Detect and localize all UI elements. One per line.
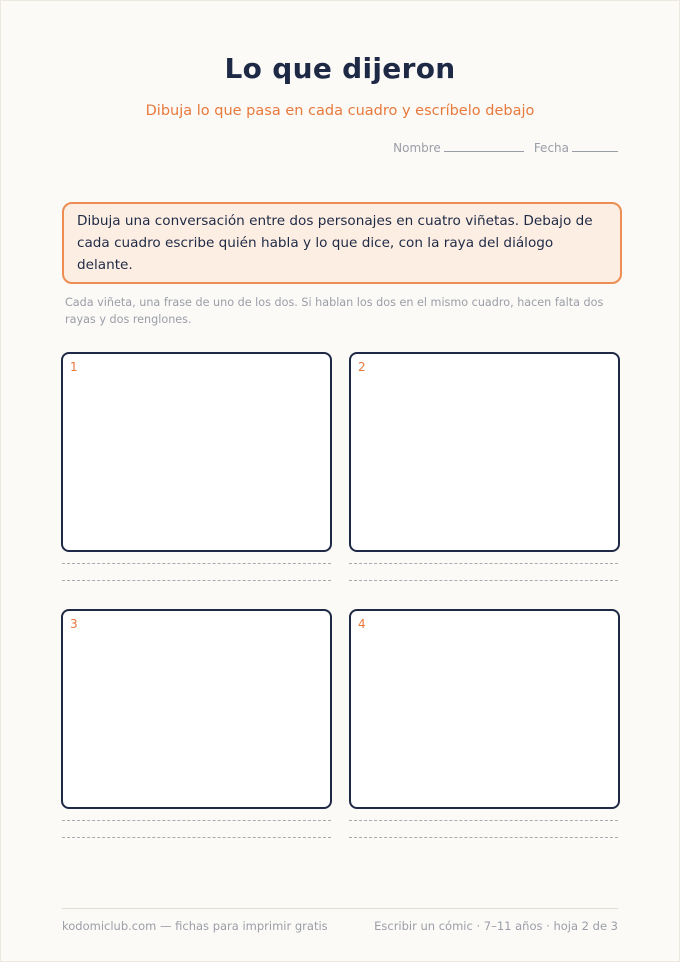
panel-number: 4 [358, 617, 366, 631]
footer-divider [62, 908, 618, 909]
date-label: Fecha [533, 141, 569, 155]
date-field-line[interactable] [572, 139, 618, 152]
writing-line[interactable] [62, 837, 331, 838]
writing-line[interactable] [349, 837, 618, 838]
name-field-line[interactable] [444, 139, 524, 152]
name-date-fields [393, 139, 618, 155]
writing-line[interactable] [62, 580, 331, 581]
comic-panel-1[interactable] [61, 352, 332, 552]
instruction-box: Dibuja una conversación entre dos personajes en cuatro viñetas. Debajo de cada cuadro escribe quién habla y lo que dice, con la raya del diálogo delante. [62, 202, 622, 284]
writing-line[interactable] [349, 580, 618, 581]
panel-number: 1 [70, 360, 78, 374]
footer-sheet-info: Escribir un cómic · 7–11 años · hoja 2 de 3 [374, 919, 618, 933]
comic-panel-3[interactable] [61, 609, 332, 809]
writing-line[interactable] [349, 820, 618, 821]
page-title: Lo que dijeron [224, 52, 456, 85]
panel-number: 2 [358, 360, 366, 374]
writing-line[interactable] [349, 563, 618, 564]
name-label: Nombre [393, 141, 441, 155]
footer-site: kodomiclub.com — fichas para imprimir gratis [62, 919, 328, 933]
writing-line[interactable] [62, 563, 331, 564]
comic-panel-4[interactable] [349, 609, 620, 809]
comic-panel-2[interactable] [349, 352, 620, 552]
panel-number: 3 [70, 617, 78, 631]
hint-text: Cada viñeta, una frase de uno de los dos. Si hablan los dos en el mismo cuadro, hacen falta dos rayas y dos renglones. [65, 296, 604, 326]
page-subtitle: Dibuja lo que pasa en cada cuadro y escríbelo debajo [145, 103, 535, 119]
writing-line[interactable] [62, 820, 331, 821]
